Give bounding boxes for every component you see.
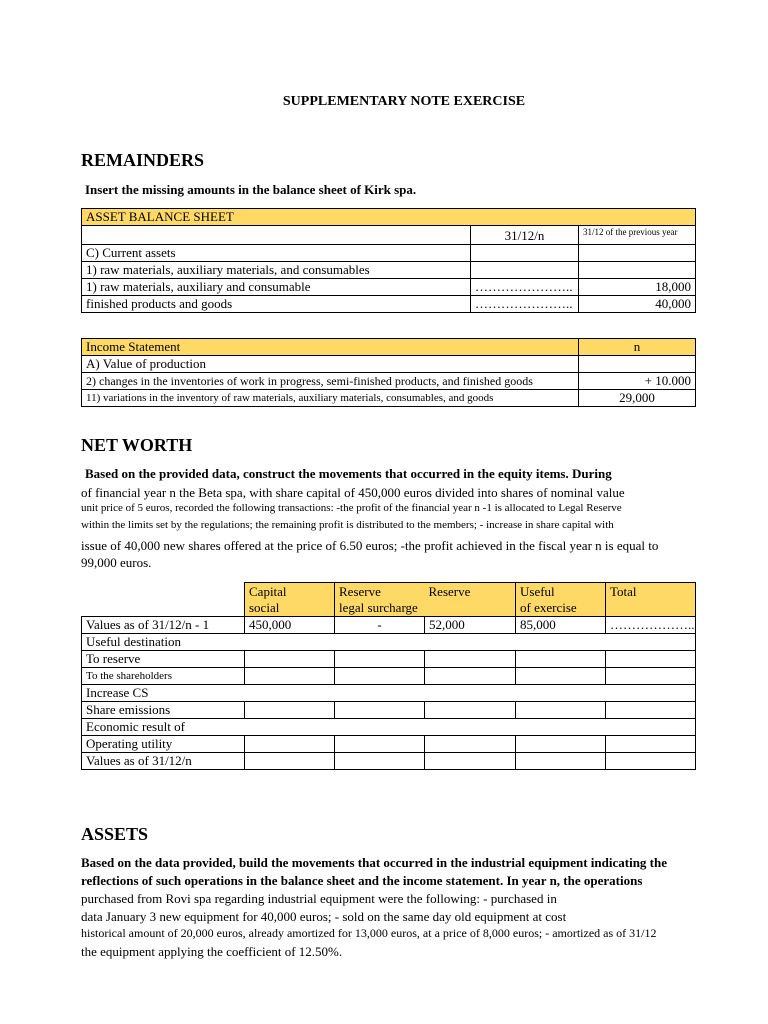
asset-col-previous: 31/12 of the previous year [579,226,696,245]
equity-cell [425,668,516,685]
equity-cell [425,753,516,770]
equity-cell [606,753,696,770]
equity-cell: 52,000 [425,617,516,634]
equity-row-label: Share emissions [82,702,245,719]
equity-cell [245,702,335,719]
asset-row-prev [579,262,696,279]
asset-row-value [471,245,579,262]
asset-row-label: finished products and goods [82,296,471,313]
equity-col-line: of exercise [520,600,577,615]
equity-cell: 85,000 [516,617,606,634]
asset-row-label: 1) raw materials, auxiliary and consumable [82,279,471,296]
net-worth-line: Based on the provided data, construct the movements that occurred in the equity items. During [85,466,612,481]
equity-cell [516,702,606,719]
assets-line: purchased from Rovi spa regarding industrial equipment were the following: - purchased in [81,891,557,906]
equity-col-surcharge-reserve [425,583,516,617]
net-worth-line: unit price of 5 euros, recorded the following transactions: -the profit of the financial year n -1 is allocated to Legal Reserve [81,502,622,514]
net-worth-line: within the limits set by the regulations; the remaining profit is distributed to the members; - increase in share capital with [81,519,614,531]
equity-cell [516,668,606,685]
equity-col-line: Reserve [339,584,381,599]
assets-line: Based on the data provided, build the movements that occurred in the industrial equipment indicating the [81,855,668,870]
assets-line: historical amount of 20,000 euros, already amortized for 13,000 euros, at a price of 8,000 euros; - amortized as of 31/12 [81,926,657,940]
asset-balance-table [81,208,696,313]
income-row-value: 29,000 [579,390,696,407]
assets-line: the equipment applying the coefficient of 12.50%. [81,944,343,959]
income-row-label: A) Value of production [82,356,579,373]
equity-cell [245,668,335,685]
equity-cell [335,736,425,753]
equity-cell [245,651,335,668]
equity-cell [335,668,425,685]
equity-row-label: Increase CS [82,685,696,702]
equity-cell [335,651,425,668]
net-worth-line: of financial year n the Beta spa, with share capital of 450,000 euros divided into shares of nominal value [81,485,625,500]
asset-row-prev: 18,000 [579,279,696,296]
equity-col-line: legal surcharge [339,600,418,615]
equity-cell [335,753,425,770]
equity-col-line: social [249,600,280,615]
equity-cell [516,651,606,668]
document-title: SUPPLEMENTARY NOTE EXERCISE [282,94,526,109]
equity-row-label: Economic result of [82,719,696,736]
remainders-instruction: Insert the missing amounts in the balance sheet of Kirk spa. [85,182,417,197]
income-col-n: n [579,339,696,356]
equity-cell [425,702,516,719]
equity-cell [425,651,516,668]
equity-cell [425,736,516,753]
equity-col-line: Total [610,584,637,599]
assets-line: reflections of such operations in the balance sheet and the income statement. In year n, the operations [81,873,643,888]
equity-row-label: Useful destination [82,634,696,651]
remainders-heading: REMAINDERS [81,150,205,170]
equity-col-line: Capital [249,584,287,599]
asset-col-current: 31/12/n [471,226,579,245]
income-statement-table [81,338,696,407]
equity-cell [335,702,425,719]
asset-row-label: C) Current assets [82,245,471,262]
equity-col-useful [516,583,606,617]
asset-row-prev: 40,000 [579,296,696,313]
equity-col-line: Reserve [428,584,471,599]
net-worth-heading: NET WORTH [81,435,193,455]
equity-cell: 450,000 [245,617,335,634]
income-row-value [579,356,696,373]
equity-row-label: To the shareholders [82,668,245,685]
income-row-label: 11) variations in the inventory of raw materials, auxiliary materials, consumables, and goods [82,390,579,407]
equity-cell [516,736,606,753]
equity-cell [245,736,335,753]
income-table-header: Income Statement [82,339,579,356]
equity-row-label: Values as of 31/12/n [82,753,245,770]
net-worth-line: issue of 40,000 new shares offered at the price of 6.50 euros; -the profit achieved in the fiscal year n is equal to [81,538,659,553]
equity-cell [606,702,696,719]
equity-cell [245,753,335,770]
asset-row-value [471,262,579,279]
equity-row-label: Operating utility [82,736,245,753]
equity-cell [606,736,696,753]
equity-cell: - [335,617,425,634]
income-row-value: + 10.000 [579,373,696,390]
equity-cell [606,651,696,668]
assets-line: data January 3 new equipment for 40,000 euros; - sold on the same day old equipment at cost [81,909,567,924]
equity-movements-table [81,582,696,770]
equity-col-total [606,583,696,617]
asset-row-value: ………………….. [471,279,579,296]
equity-row-label: To reserve [82,651,245,668]
asset-row-prev [579,245,696,262]
equity-cell [516,753,606,770]
asset-row-label: 1) raw materials, auxiliary materials, and consumables [82,262,471,279]
equity-col-legal-reserve [335,583,425,617]
equity-row-label: Values as of 31/12/n - 1 [82,617,245,634]
equity-col-capital [245,583,335,617]
income-row-label: 2) changes in the inventories of work in progress, semi-finished products, and finished goods [82,373,579,390]
assets-heading: ASSETS [81,824,149,844]
equity-cell [606,668,696,685]
equity-col-line: Useful [520,584,555,599]
net-worth-line: 99,000 euros. [81,555,152,570]
asset-row-value: ………………….. [471,296,579,313]
asset-table-header: ASSET BALANCE SHEET [82,209,696,226]
equity-cell: ……………….. [606,617,696,634]
